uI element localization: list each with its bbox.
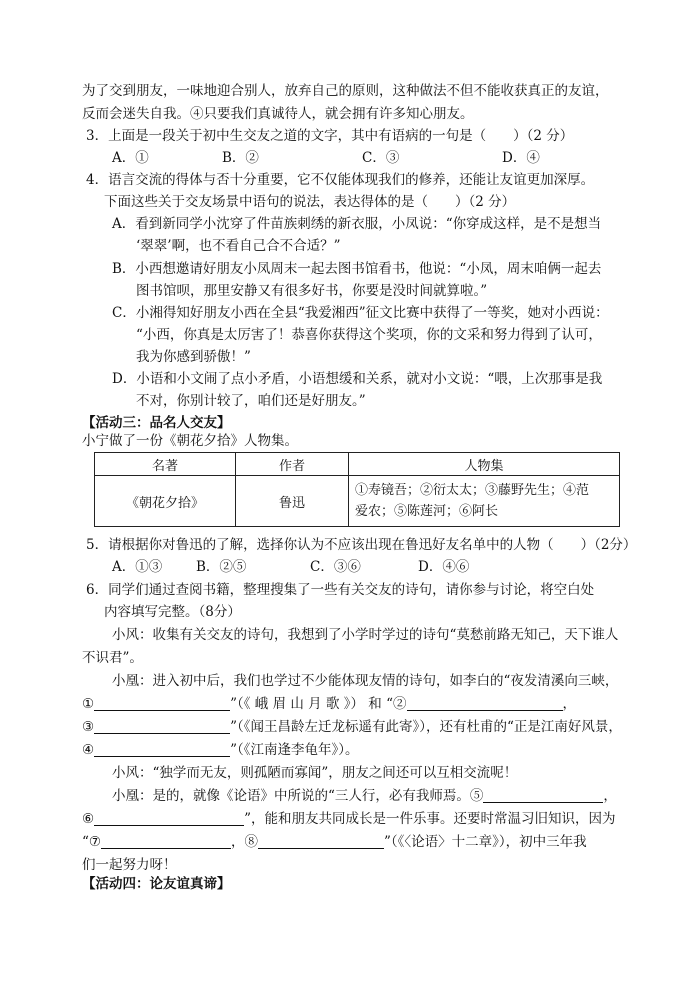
q4-stem-1: 4．语言交流的得体与否十分重要，它不仅能体现我们的修养，还能让友谊更加深厚。 — [86, 172, 595, 188]
answer-blank-1[interactable] — [94, 695, 230, 711]
table-cell-book: 《朝花夕拾》 — [95, 476, 236, 527]
answer-blank-2[interactable] — [407, 695, 563, 711]
table-row — [95, 476, 620, 527]
q6-blank-line-6: ⑥ ”，能和朋友共同成长是一件乐事。还要时常温习旧知识，因为 — [82, 811, 616, 827]
q4-option-c-1: C．小湘得知好朋友小西在全县“我爱湘西”征文比赛中获得了一等奖，她对小西说： — [112, 305, 609, 321]
table-header-author: 作者 — [236, 453, 349, 476]
answer-blank-6[interactable] — [94, 810, 244, 826]
q3-stem: 3．上面是一段关于初中生交友之道的文字，其中有语病的一句是（ ）（2 分） — [86, 128, 574, 144]
q4-option-a-1: A．看到新同学小沈穿了件苗族刺绣的新衣服，小凤说：“你穿成这样，是不是想当 — [112, 216, 602, 232]
table-header-characters: 人物集 — [349, 453, 620, 476]
q4-stem-2: 下面这些关于交友场景中语句的说法，表达得体的是（ ）（2 分） — [104, 194, 516, 210]
q4-option-b-1: B．小西想邀请好朋友小凤周末一起去图书馆看书，他说：“小凤，周末咱俩一起去 — [112, 261, 602, 277]
q4-option-c-2: “小西，你真是太厉害了！恭喜你获得这个奖项，你的文采和努力得到了认可， — [136, 327, 602, 343]
q6-blank-line-1-2: ① ”（《 峨 眉 山 月 歌 》） 和 “② ， — [82, 696, 576, 712]
activity-3-intro: 小宁做了一份《朝花夕拾》人物集。 — [82, 433, 298, 449]
answer-blank-7[interactable] — [101, 833, 231, 849]
answer-blank-8[interactable] — [258, 833, 384, 849]
q5-option-b: B．②⑤ — [196, 559, 247, 575]
table-cell-characters: ①寿镜吾；②衍太太；③藤野先生；④范 爱农；⑤陈莲河；⑥阿长 — [349, 476, 620, 527]
q6-xiaofeng-2: 不识君”。 — [82, 650, 143, 666]
q4-option-c-3: 我为你感到骄傲！” — [136, 349, 251, 365]
q6-xiaohuang-end: 们一起努力呀！ — [82, 857, 177, 873]
q5-option-d: D．④⑥ — [418, 559, 470, 575]
activity-3-title: 【活动三：品名人交友】 — [82, 415, 231, 431]
q4-option-b-2: 图书馆呗，那里安静又有很多好书，你要是没时间就算啦。” — [136, 283, 488, 299]
q4-option-d-2: 不对，你别计较了，咱们还是好朋友。” — [136, 393, 366, 409]
answer-blank-5[interactable] — [483, 787, 603, 803]
answer-blank-4[interactable] — [94, 741, 230, 757]
q6-blank-line-7-8: “⑦ ，⑧ ”（《〈论语〉十二章》），初中三年我 — [82, 834, 587, 850]
table-header-book: 名著 — [95, 453, 236, 476]
q3-option-a: A．① — [112, 150, 149, 166]
q6-blank-line-3: ③ ”（《闻王昌龄左迁龙标遥有此寄》），还有杜甫的“正是江南好风景， — [82, 719, 622, 735]
table-header-row — [95, 453, 620, 476]
q3-option-c: C．③ — [362, 150, 400, 166]
q6-blank-line-4: ④ ”（《江南逢李龟年》）。 — [82, 742, 359, 758]
q6-stem-1: 6．同学们通过查阅书籍，整理搜集了一些有关交友的诗句，请你参与讨论，将空白处 — [86, 582, 595, 598]
q5-option-a: A．①③ — [112, 559, 163, 575]
q4-option-a-2: ‘翠翠’啊，也不看自己合不合适？” — [136, 238, 341, 254]
intro-line-1: 为了交到朋友，一味地迎合别人，放弃自己的原则，这种做法不但不能收获真正的友谊， — [82, 83, 609, 99]
q3-option-d: D．④ — [502, 150, 540, 166]
q6-stem-2: 内容填写完整。（8分） — [104, 604, 241, 620]
q5-option-c: C．③⑥ — [310, 559, 361, 575]
table-cell-author: 鲁迅 — [236, 476, 349, 527]
answer-blank-3[interactable] — [94, 718, 230, 734]
q5-stem: 5．请根据你对鲁迅的了解，选择你认为不应该出现在鲁迅好友名单中的人物（ ）（2分） — [86, 537, 637, 553]
activity-4-title: 【活动四：论友谊真谛】 — [82, 876, 231, 892]
q3-option-b: B．② — [222, 150, 259, 166]
q6-xiaohuang-1: 小凰：进入初中后，我们也学过不少能体现友情的诗句，如李白的“夜发清溪向三峡， — [112, 673, 619, 689]
q6-xiaohuang-2: 小凰：是的，就像《论语》中所说的“三人行，必有我师焉。⑤ ， — [112, 788, 617, 804]
character-table — [94, 452, 620, 527]
intro-line-2: 反而会迷失自我。④只要我们真诚待人，就会拥有许多知心朋友。 — [82, 106, 474, 122]
q6-xiaofeng-1: 小风：收集有关交友的诗句，我想到了小学时学过的诗句“莫愁前路无知己，天下谁人 — [112, 627, 619, 643]
q6-xiaofeng-3: 小风：“独学而无友，则孤陋而寡闻”，朋友之间还可以互相交流呢！ — [112, 765, 518, 781]
q4-option-d-1: D．小语和小文闹了点小矛盾，小语想缓和关系，就对小文说：“喂，上次那事是我 — [112, 371, 603, 387]
